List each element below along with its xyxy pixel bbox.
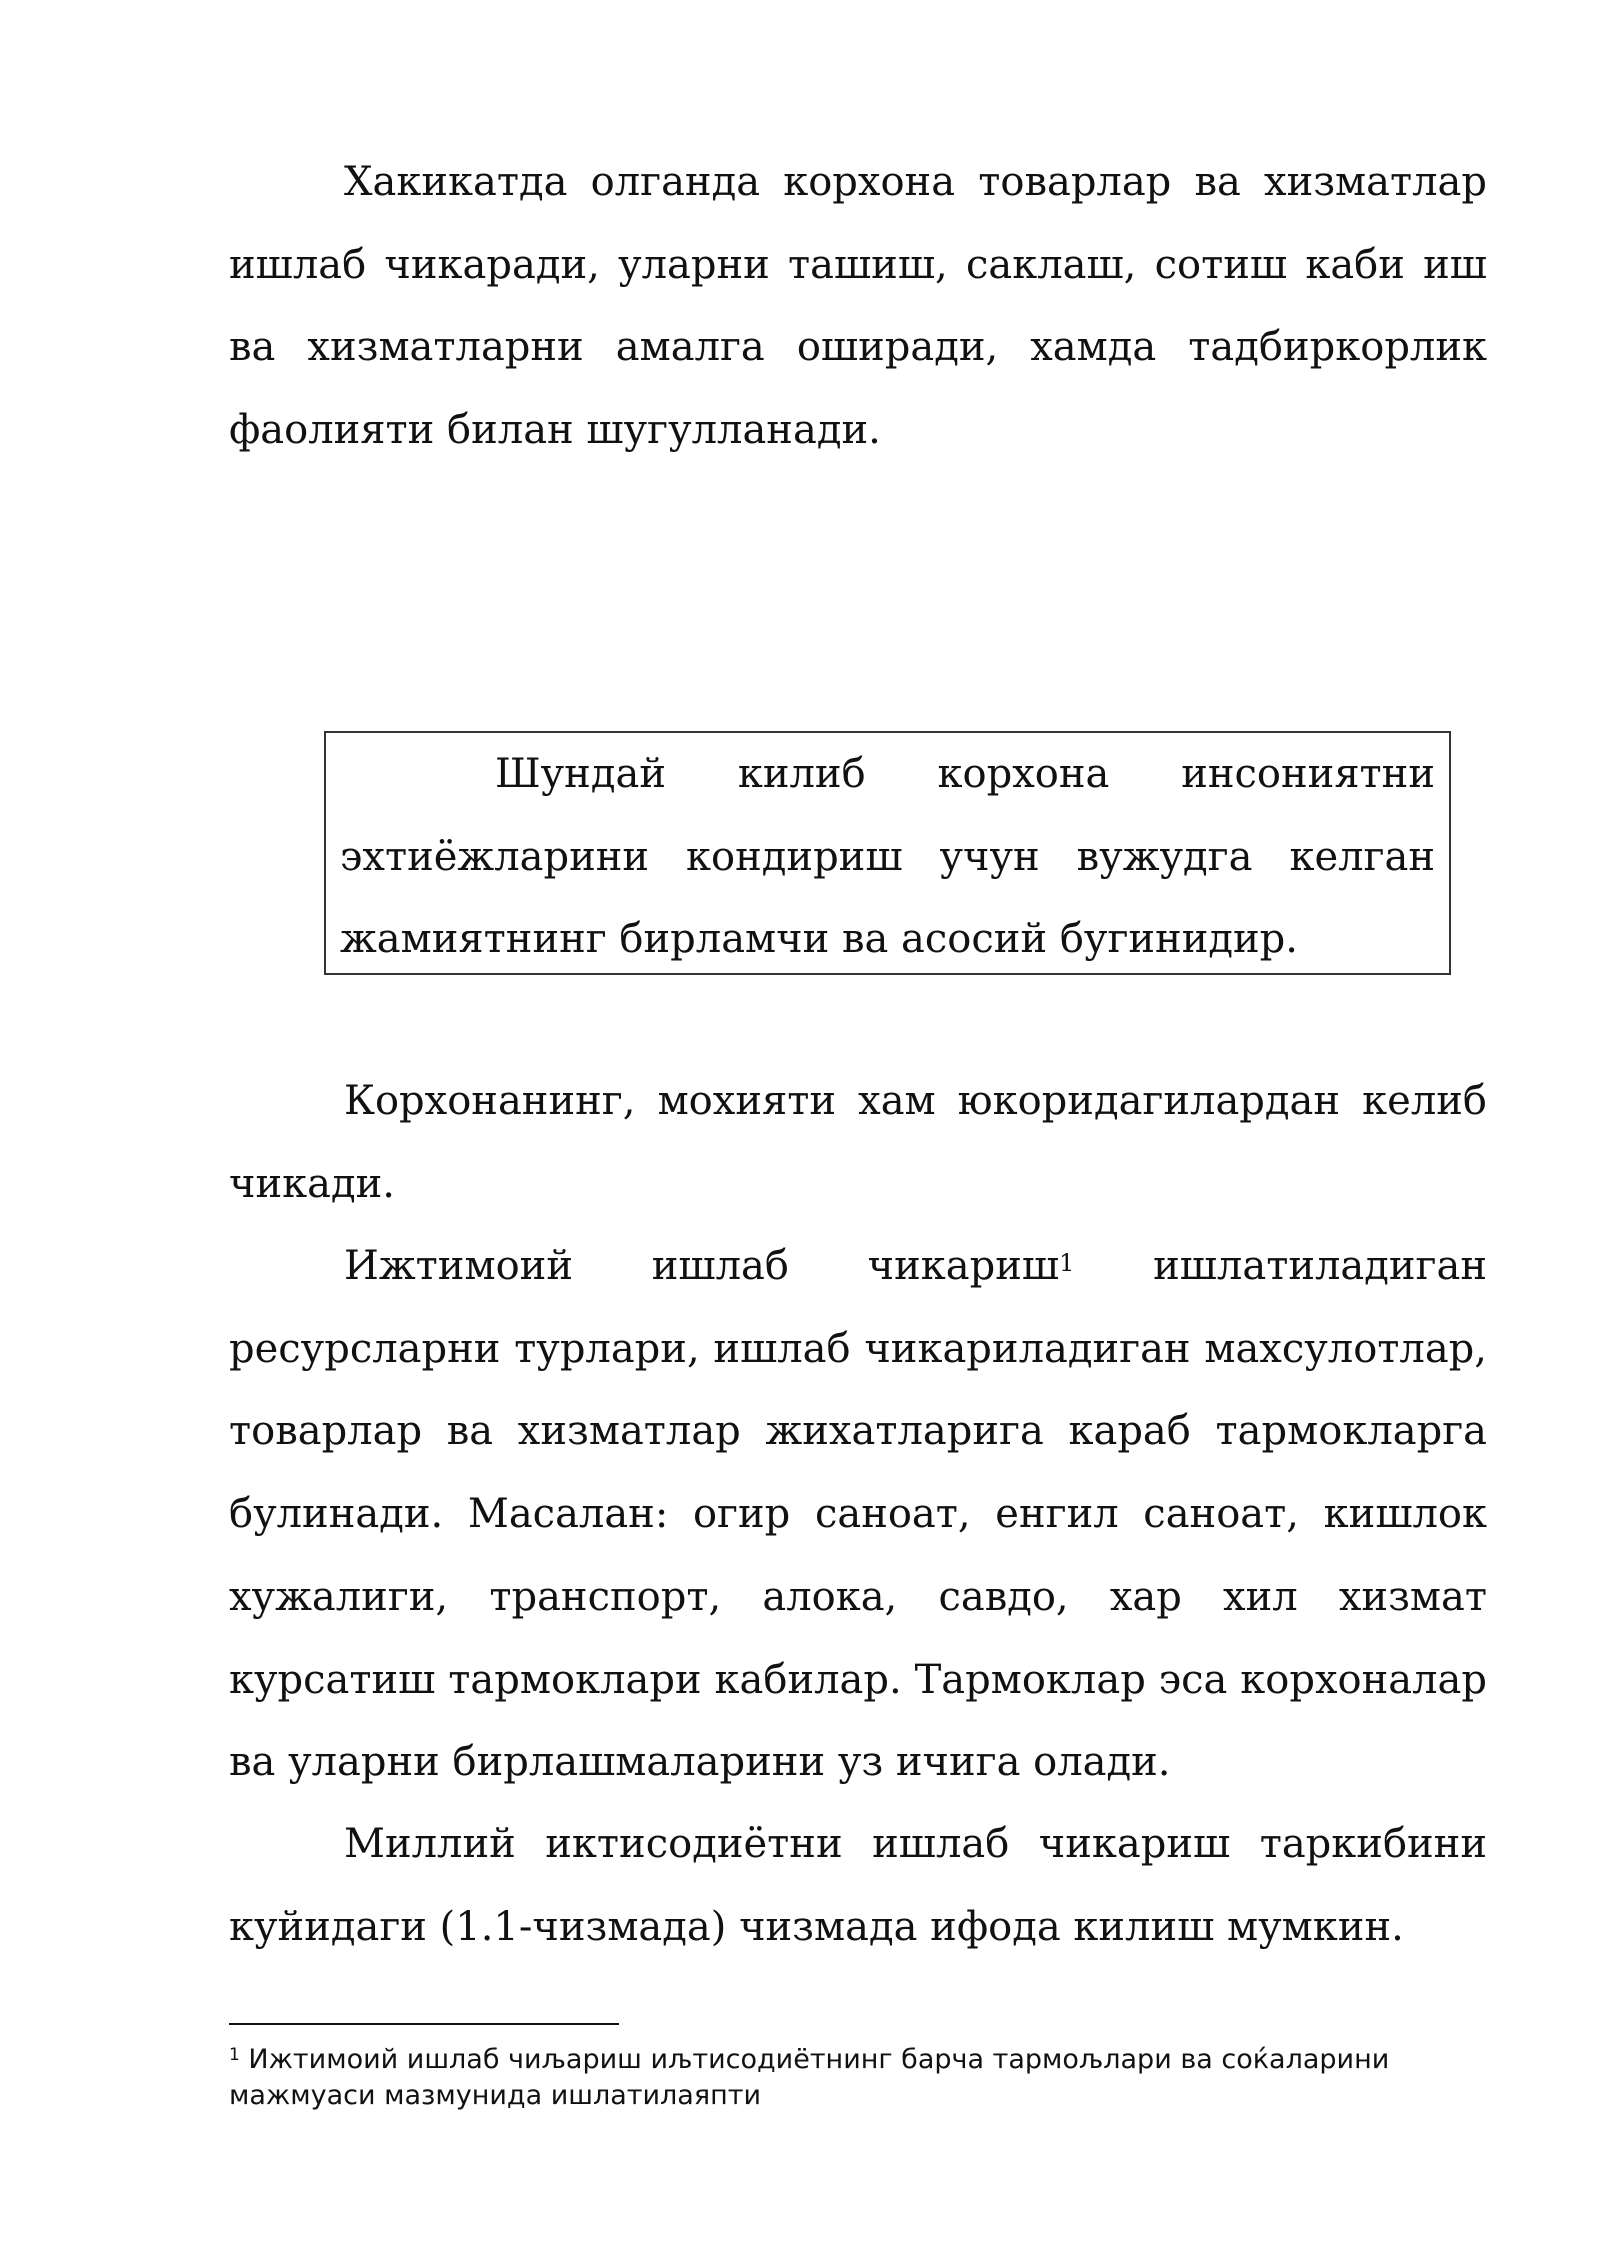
callout-text: Шундай килиб корхона инсониятни эхтиёжларини кондириш учун вужудга келган жамиятнинг бирламчи ва асосий бугинидир. (340, 751, 1435, 963)
structure-paragraph: Миллий иктисодиётни ишлаб чикариш таркибини куйидаги (1.1-чизмада) чизмада ифода килиш мумкин. (229, 1821, 1487, 1950)
callout-box (324, 731, 1451, 975)
footnote (229, 2042, 1499, 2114)
sectors-paragraph-body: ишлатиладиган ресурсларни турлари, ишлаб чикариладиган махсулотлар, товарлар ва хизматлар жихатларига караб тармокларга булинади. Масалан: огир саноат, енгил саноат, кишлок хужалиги, транспорт, алока, савдо, хар хил хизмат курсатиш тармоклари кабилар. Тармоклар эса корхоналар ва уларни бирлашмаларини уз ичига олади. (229, 1243, 1487, 1786)
footnote-reference[interactable]: 1 (1059, 1249, 1075, 1277)
footnote-marker: 1 (229, 2045, 240, 2065)
footnote-separator (229, 2023, 619, 2025)
sectors-paragraph (229, 1225, 1487, 1804)
footnote-text: Ижтимоий ишлаб чиљариш иљтисодиётнинг барча тармољлари ва соќаларини мажмуаси мазмунида ишлатилаяпти (229, 2044, 1390, 2111)
sectors-paragraph-lead: Ижтимоий ишлаб чикариш (344, 1243, 1060, 1289)
intro-paragraph: Хакикатда олганда корхона товарлар ва хизматлар ишлаб чикаради, уларни ташиш, саклаш, сотиш каби иш ва хизматларни амалга оширади, хамда тадбиркорлик фаолияти билан шугулланади. (229, 159, 1487, 454)
essence-paragraph: Корхонанинг, мохияти хам юкоридагилардан келиб чикади. (229, 1078, 1487, 1207)
